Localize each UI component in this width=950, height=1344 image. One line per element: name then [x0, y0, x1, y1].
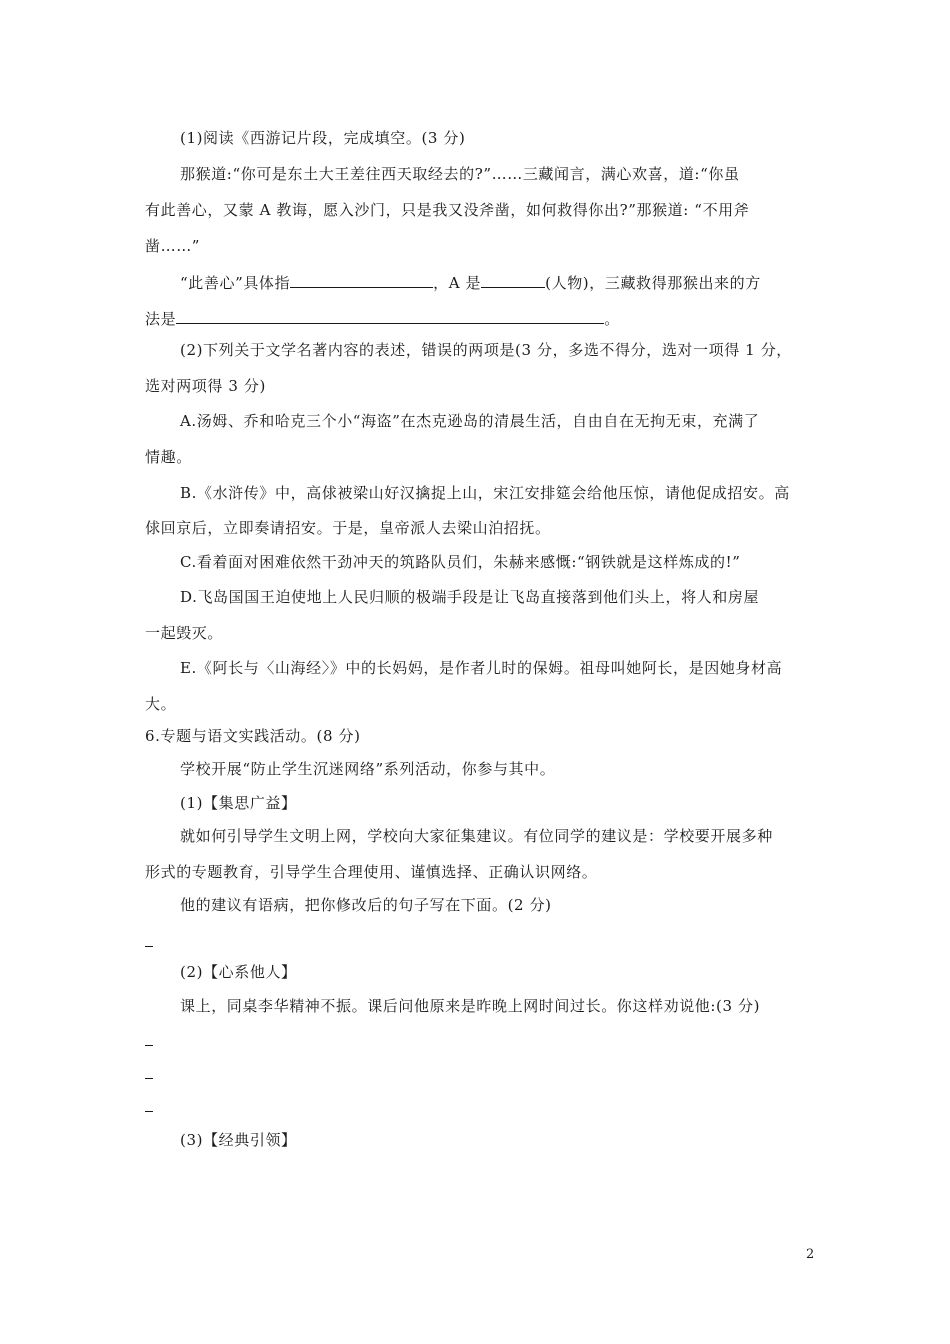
- blank-rescue-method[interactable]: [176, 307, 604, 324]
- q5-part1-heading: (1)阅读《西游记片段，完成填空。(3 分): [180, 129, 466, 147]
- passage-line-1: 那猴道:“你可是东土大王差往西天取经去的?”……三藏闻言，满心欢喜，道:“你虽: [180, 165, 740, 183]
- fill-text-d: 法是: [145, 310, 177, 328]
- q6-part3-heading: (3)【经典引领】: [180, 1131, 297, 1149]
- option-a-line-1: A.汤姆、乔和哈克三个小“海盗”在杰克逊岛的清晨生活，自由自在无拘无束，充满了: [180, 412, 760, 430]
- option-d-line-1: D.飞岛国国王迫使地上人民归顺的极端手段是让飞岛直接落到他们头上，将人和房屋: [180, 588, 760, 606]
- q6-part1-text-line-2: 形式的专题教育，引导学生合理使用、谨慎选择、正确认识网络。: [145, 863, 598, 881]
- option-d-line-2: 一起毁灭。: [145, 624, 224, 642]
- blank-this-good-heart[interactable]: [290, 271, 433, 288]
- fill-text-e: 。: [604, 310, 620, 328]
- option-b-line-1: B.《水浒传》中，高俅被梁山好汉擒捉上山，宋江安排筵会给他压惊，请他促成招安。高: [180, 484, 790, 502]
- q6-part1-heading: (1)【集思广益】: [180, 794, 297, 812]
- fill-blank-line-2: [145, 307, 620, 329]
- option-e-line-2: 大。: [145, 695, 177, 713]
- q6-part2-text: 课上，同桌李华精神不振。课后问他原来是昨晚上网时间过长。你这样劝说他:(3 分): [180, 997, 761, 1015]
- option-c-line-1: C.看着面对困难依然干劲冲天的筑路队员们，朱赫来感慨:“钢铁就是这样炼成的!”: [180, 553, 741, 571]
- option-e-line-1: E.《阿长与〈山海经〉》中的长妈妈，是作者儿时的保姆。祖母叫她阿长，是因她身材高: [180, 659, 783, 677]
- answer-line-3[interactable]: [145, 1078, 153, 1079]
- q6-title: 6.专题与语文实践活动。(8 分): [145, 727, 361, 745]
- passage-line-3: 凿……”: [145, 237, 201, 255]
- fill-text-b: ，A 是: [433, 274, 482, 292]
- passage-line-2: 有此善心，又蒙 A 教诲，愿入沙门，只是我又没斧凿，如何救得你出?”那猴道: “不用斧: [145, 201, 750, 219]
- page-number: 2: [806, 1247, 815, 1262]
- option-a-line-2: 情趣。: [145, 448, 192, 466]
- fill-text-a: “此善心”具体指: [180, 274, 291, 292]
- fill-blank-line-1: [180, 271, 761, 293]
- q6-intro: 学校开展“防止学生沉迷网络”系列活动，你参与其中。: [180, 760, 556, 778]
- answer-line-1[interactable]: [145, 946, 153, 947]
- blank-person-a[interactable]: [481, 271, 545, 288]
- answer-line-4[interactable]: [145, 1111, 153, 1112]
- q5-part2-heading-line-1: (2)下列关于文学名著内容的表述，错误的两项是(3 分，多选不得分，选对一项得 1 分，: [180, 341, 792, 359]
- answer-line-2[interactable]: [145, 1045, 153, 1046]
- q6-part1-task: 他的建议有语病，把你修改后的句子写在下面。(2 分): [180, 896, 552, 914]
- fill-text-c: (人物)，三藏救得那猴出来的方: [545, 274, 761, 292]
- q5-part2-heading-line-2: 选对两项得 3 分): [145, 377, 266, 395]
- q6-part1-text-line-1: 就如何引导学生文明上网，学校向大家征集建议。有位同学的建议是：学校要开展多种: [180, 827, 773, 845]
- option-b-line-2: 俅回京后，立即奏请招安。于是，皇帝派人去梁山泊招抚。: [145, 519, 551, 537]
- q6-part2-heading: (2)【心系他人】: [180, 963, 297, 981]
